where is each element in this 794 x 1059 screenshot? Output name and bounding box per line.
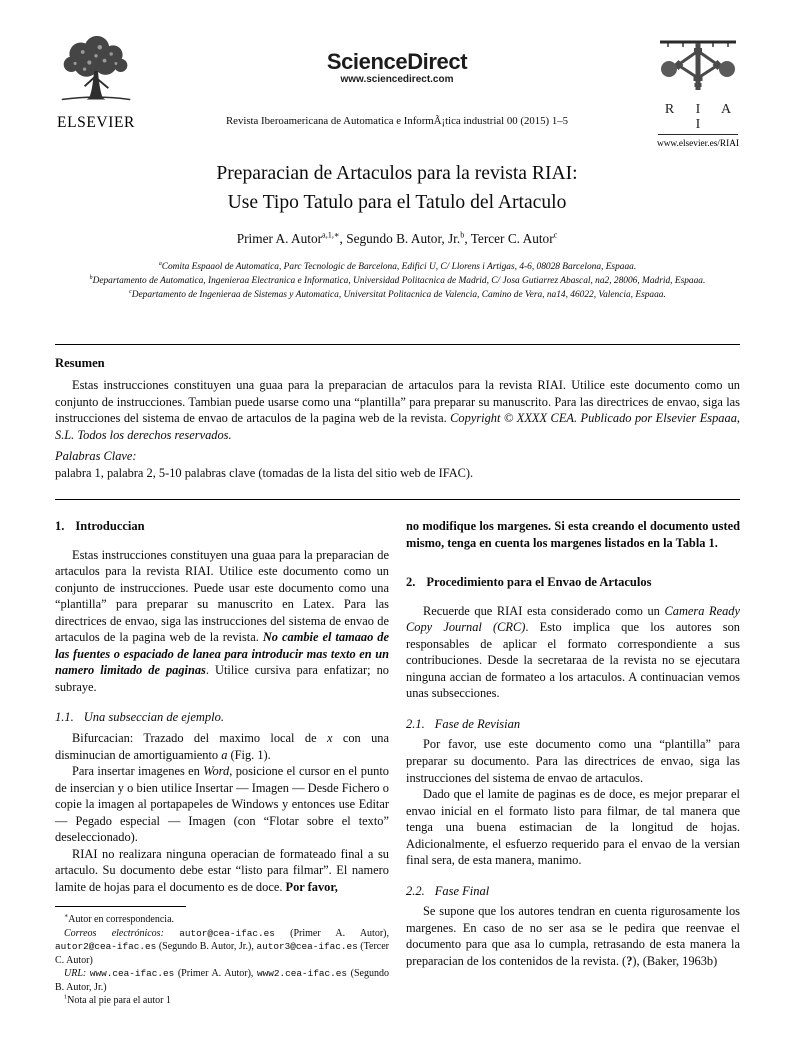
footnote-urls-text2: (Segundo B. Autor, Jr.) xyxy=(55,968,389,993)
affiliation-b xyxy=(55,275,740,289)
affiliation-c xyxy=(55,289,740,303)
footnote-star: ∗ xyxy=(64,913,69,921)
abstract-heading: Resumen xyxy=(55,356,105,370)
subsection-2-1-number: 2.1. xyxy=(406,716,425,731)
author-separator: , xyxy=(339,231,347,246)
author-2-superscript: b xyxy=(460,230,465,240)
right-paragraph-4 xyxy=(406,903,740,969)
paper-title xyxy=(0,160,794,217)
footnote-author-note xyxy=(55,994,389,1007)
riai-governor-icon xyxy=(658,83,738,100)
left-p3-tail: , posicione el cursor en el punto de insercian y o bien utilice Insertar — Imagen — Desde Fichero o copie la imagen al portapapeles de Windows y entonces use Editar — Pegado especial — Imagen (con “Flotar sobre el texto” deseleccionado). xyxy=(55,764,389,845)
subsection-2-2-title: Fase Final xyxy=(434,883,490,898)
author-3-name: Tercer C. Autor xyxy=(470,231,554,246)
affiliation-b-text: Departamento de Automatica, Ingenieraa Electranica e Informatica, Universidad Politacnica de Madrid, C/ Josa Gutiarrez Abascal, na2, 28006, Madrid, Espaaa. xyxy=(92,275,706,286)
left-p3-word-italic: Word xyxy=(203,764,230,779)
left-paragraph-4 xyxy=(55,846,389,896)
footnote-correspondence-text: Autor en correspondencia. xyxy=(68,914,175,926)
keywords-label: Palabras Clave: xyxy=(55,449,137,463)
left-p2-tail: (Fig. 1). xyxy=(227,747,271,762)
subsection-2-2-heading xyxy=(406,883,740,900)
url-author-2: www2.cea-ifac.es xyxy=(257,968,348,980)
left-p2-var-a: a xyxy=(221,747,228,762)
abstract-bottom-rule xyxy=(55,499,740,500)
email-author-3: autor3@cea-ifac.es xyxy=(256,941,358,953)
section-2-title: Procedimiento para el Envao de Artaculos xyxy=(426,575,652,590)
footnote-correspondence xyxy=(55,913,389,926)
right-paragraph-1 xyxy=(406,603,740,702)
right-p4-tail: ), (Baker, 1963b) xyxy=(632,954,718,969)
subsection-2-1-heading xyxy=(406,716,740,733)
section-1-title: Introduccian xyxy=(75,519,145,533)
abstract-copyright: Copyright © XXXX CEA. Publicado por Elsevier Espaaa, S.L. Todos los derechos reservados. xyxy=(55,411,740,442)
footnote-rule xyxy=(55,906,186,907)
right-paragraph-3: Dado que el lamite de paginas es de doce, es mejor preparar el envao inicial en el formato listo para filmar, de tal manera que tenga una buena estimacian de la longitud de hojas. Adicionalmente, el esfuerzo requerido para el envao de la versian final sera, de esta manera, manimo. xyxy=(406,787,740,868)
footnote-author-note-text: Nota al pie para el autor 1 xyxy=(67,994,171,1006)
section-2-number: 2. xyxy=(406,575,416,590)
footnotes-block xyxy=(55,906,389,1007)
affiliation-a-superscript: a xyxy=(158,260,162,267)
footnote-emails-label: Correos electrónicos: xyxy=(64,927,180,939)
subsection-1-1-heading xyxy=(55,709,389,726)
affiliations xyxy=(55,261,740,302)
body-columns xyxy=(55,518,740,1007)
footnote-emails-text3: (Tercer C. Autor) xyxy=(55,941,389,966)
left-p1-bold-italic: No cambie el tamaao de las fuentes o espaciado de lanea para introducir mas texto en un namero limitado de paginas xyxy=(55,630,389,678)
url-author-1: www.cea-ifac.es xyxy=(89,968,175,980)
elsevier-label: ELSEVIER xyxy=(57,114,135,131)
affiliation-b-superscript: b xyxy=(89,274,93,281)
subsection-1-1-title: Una subseccian de ejemplo. xyxy=(83,710,224,725)
left-paragraph-2 xyxy=(55,730,389,763)
left-paragraph-1 xyxy=(55,547,389,696)
abstract-text xyxy=(55,377,740,443)
left-p1-text: Estas instrucciones constituyen una guaa para la preparacian de artaculos para la revista RIAI. Utilice este documento como un conjunto de instrucciones. Puede usar este documento como una “plantilla” para preparar su manuscrito en Latex. Para las directrices de envao, siga las instrucciones del sistema de envao de artaculos de la pagina web de la revista. xyxy=(55,547,389,645)
left-p2-text2: con una disminucian de amortiguamiento xyxy=(55,731,389,762)
authors-line xyxy=(0,231,794,247)
left-p4-bold: Por favor, xyxy=(285,879,338,894)
left-p3-text: Para insertar imagenes en xyxy=(72,764,204,779)
left-p4-text: RIAI no realizara ninguna operacian de formateado final a su artaculo. Su documento debe estar “listo para filmar”. El namero lamite de hojas para el documento es de doce. xyxy=(55,846,389,894)
author-separator: , xyxy=(464,231,471,246)
riai-label: R I A I xyxy=(664,102,741,132)
left-p1-tail: . Utilice cursiva para enfatizar; no subraye. xyxy=(55,663,389,694)
subsection-2-1-title: Fase de Revisian xyxy=(434,716,521,731)
right-column xyxy=(406,518,740,970)
section-1-number: 1. xyxy=(55,519,65,533)
elsevier-tree-icon xyxy=(58,95,134,112)
email-author-2: autor2@cea-ifac.es xyxy=(55,941,157,953)
author-1-superscript: a,1,∗ xyxy=(322,230,340,240)
footnote-number-1: 1 xyxy=(64,993,68,1001)
sciencedirect-url: www.sciencedirect.com xyxy=(340,74,454,85)
footnote-urls-text1: (Primer A. Autor), xyxy=(174,968,258,980)
footnote-urls-label: URL: xyxy=(64,968,90,980)
title-line-2: Use Tipo Tatulo para el Tatulo del Artaculo xyxy=(227,191,567,213)
author-3-superscript: c xyxy=(553,230,558,240)
right-paragraph-0: no modifique los margenes. Si esta creando el documento usted mismo, tenga en cuenta los margenes listados en la Tabla 1. xyxy=(406,519,740,550)
right-p1-tail: . Esto implica que los autores son responsables de aplicar el formato correspondiente a sus contribuciones. Desde la secretaraa de la revista no se ejecutara ninguna accian de formateo a los artaculos. A continuacian vemos unas subsecciones. xyxy=(406,620,741,701)
right-p1-text: Recuerde que RIAI esta considerado como un xyxy=(423,603,665,618)
footnote-emails xyxy=(55,927,389,967)
affiliation-c-superscript: c xyxy=(129,288,132,295)
author-2-name: Segundo B. Autor, Jr. xyxy=(346,231,461,246)
subsection-2-2-number: 2.2. xyxy=(406,883,425,898)
section-1-heading xyxy=(55,518,389,535)
affiliation-a xyxy=(55,261,740,275)
keywords-text: palabra 1, palabra 2, 5-10 palabras clave (tomadas de la lista del sitio web de IFAC). xyxy=(55,466,474,480)
footnote-emails-text2: (Segundo B. Autor, Jr.), xyxy=(156,941,257,953)
riai-logo xyxy=(650,38,746,149)
left-p2-var-x: x xyxy=(326,731,333,746)
affiliation-a-text: Comita Espaaol de Automatica, Parc Tecnologic de Barcelona, Edifici U, C/ Llorens i Artigas, 4-6, 08028 Barcelona, Espaaa. xyxy=(161,262,637,272)
riai-underline xyxy=(658,134,738,135)
footnote-urls xyxy=(55,967,389,994)
subsection-1-1-number: 1.1. xyxy=(55,710,74,725)
affiliation-c-text: Departamento de Ingenieraa de Sistemas y Automatica, Universitat Politacnica de Valencia, Camino de Vera, na14, 46022, Valencia, Espaaa. xyxy=(131,289,666,300)
author-1-name: Primer A. Autor xyxy=(236,231,323,246)
right-paragraph-2: Por favor, use este documento como una “plantilla” para preparar su documento. Para las directrices de envao, siga las instrucciones del sistema de envao de artaculos. xyxy=(406,737,740,785)
right-p1-italic: Camera Ready Copy Journal (CRC) xyxy=(406,603,740,635)
abstract-body: Estas instrucciones constituyen una guaa para la preparacian de artaculos para la revista RIAI. Utilice este documento como un conjunto de instrucciones. Tambian puede usarse como una “plantilla” para preparar su manuscrito. Para las directrices de envao, siga las instrucciones del sistema de envao de artaculos de la pagina web de la revista. xyxy=(55,378,740,426)
abstract-top-rule xyxy=(55,344,740,345)
left-column xyxy=(55,518,389,1007)
right-p4-bold-question: ? xyxy=(626,954,633,969)
footnote-emails-text1: (Primer A. Autor), xyxy=(274,927,389,939)
journal-line: Revista Iberoamericana de Automatica e InformÃ¡tica industrial 00 (2015) 1–5 xyxy=(225,115,569,127)
email-author-1: autor@cea-ifac.es xyxy=(179,927,275,939)
title-line-1: Preparacian de Artaculos para la revista RIAI: xyxy=(216,163,578,184)
left-p2-text: Bifurcacian: Trazado del maximo local de xyxy=(72,731,327,746)
right-p4-text: Se supone que los autores tendran en cuenta rigurosamente los margenes. En caso de no ser asa se le pedira que reenvae el documento para que asa lo cumpla, retrasando de esta manera la preparacian de los contenidos de la revista. ( xyxy=(406,904,740,969)
section-2-heading xyxy=(406,574,740,591)
left-paragraph-3 xyxy=(55,763,389,846)
sciencedirect-title: ScienceDirect xyxy=(326,49,468,74)
riai-url: www.elsevier.es/RIAI xyxy=(656,139,739,149)
